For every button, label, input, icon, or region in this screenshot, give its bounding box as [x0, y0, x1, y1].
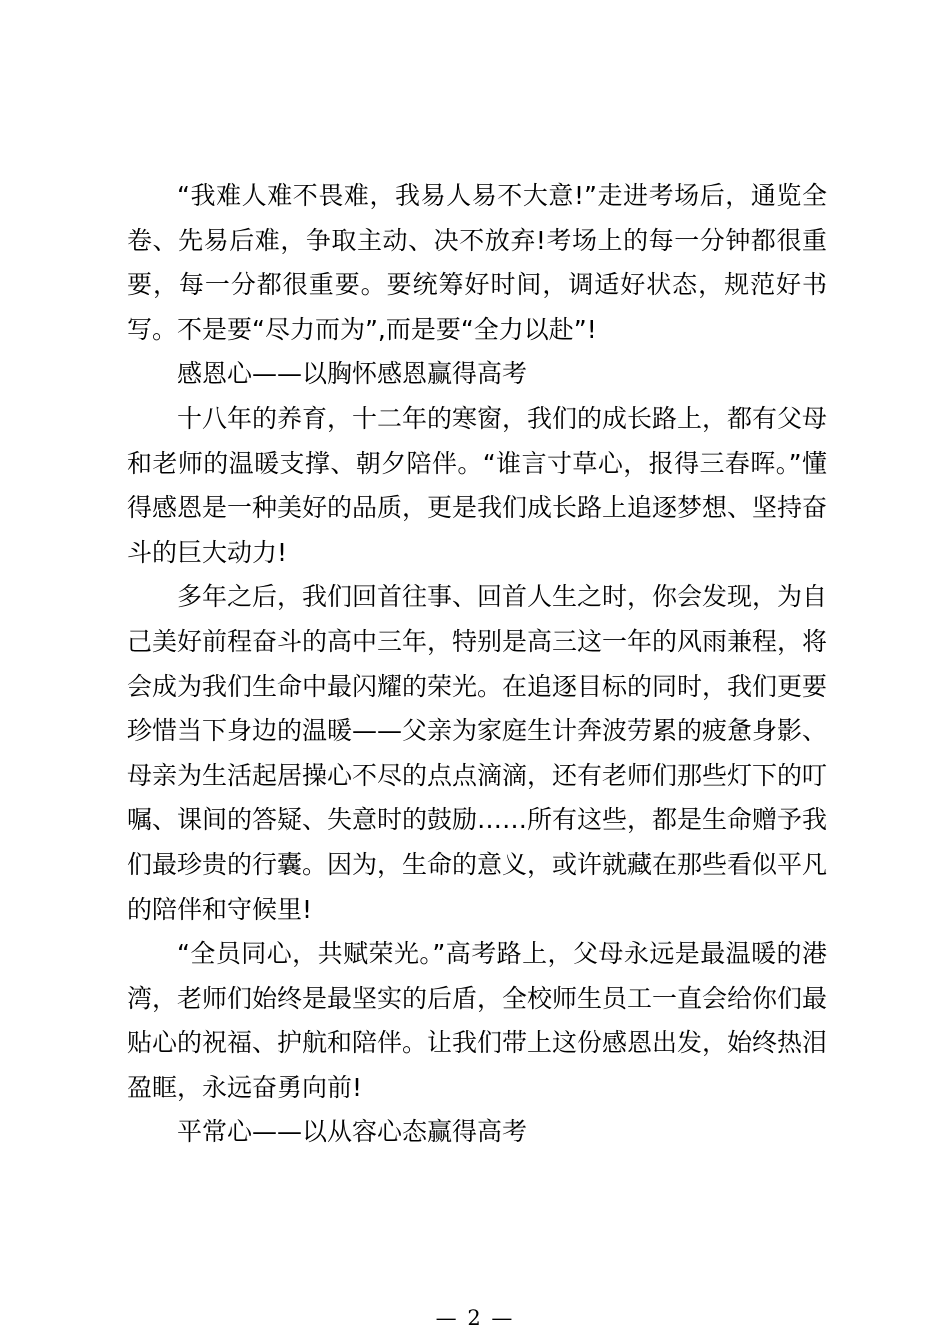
section-heading-gratitude: 感恩心——以胸怀感恩赢得高考 [177, 359, 528, 389]
paragraph-years-later: 多年之后，我们回首往事、回首人生之时，你会发现，为自己美好前程奋斗的高中三年，特别是高三这一年的风雨兼程，将会成为我们生命中最闪耀的荣光。在追逐目标的同时，我们更要珍惜当下身边的温暖——父亲为家庭生计奔波劳累的疲惫身影、母亲为生活起居操心不尽的点点滴滴，还有老师们那些灯下的叮嘱、课间的答疑、失意时的鼓励……所有这些，都是生命赠予我们最珍贵的行囊。因为，生命的意义，或许就藏在那些看似平凡的陪伴和守候里! [127, 582, 828, 924]
document-body [127, 174, 827, 1155]
page-number: — 2 — [435, 1306, 515, 1330]
paragraph-united-hearts: “全员同心，共赋荣光。”高考路上，父母永远是最温暖的港湾，老师们始终是最坚实的后盾，全校师生员工一直会给你们最贴心的祝福、护航和陪伴。让我们带上这份感恩出发，始终热泪盈眶，永远奋勇向前! [127, 939, 828, 1102]
paragraph-upbringing: 十八年的养育，十二年的寒窗，我们的成长路上，都有父母和老师的温暖支撑、朝夕陪伴。“谁言寸草心，报得三春晖。”懂得感恩是一种美好的品质，更是我们成长路上追逐梦想、坚持奋斗的巨大动力! [127, 403, 828, 567]
paragraph-exam-attitude: “我难人难不畏难，我易人易不大意!”走进考场后，通览全卷、先易后难，争取主动、决不放弃!考场上的每一分钟都很重要，每一分都很重要。要统筹好时间，调适好状态，规范好书写。不是要“尽力而为”,而是要“全力以赴”! [127, 181, 827, 344]
section-heading-composure: 平常心——以从容心态赢得高考 [177, 1117, 528, 1147]
